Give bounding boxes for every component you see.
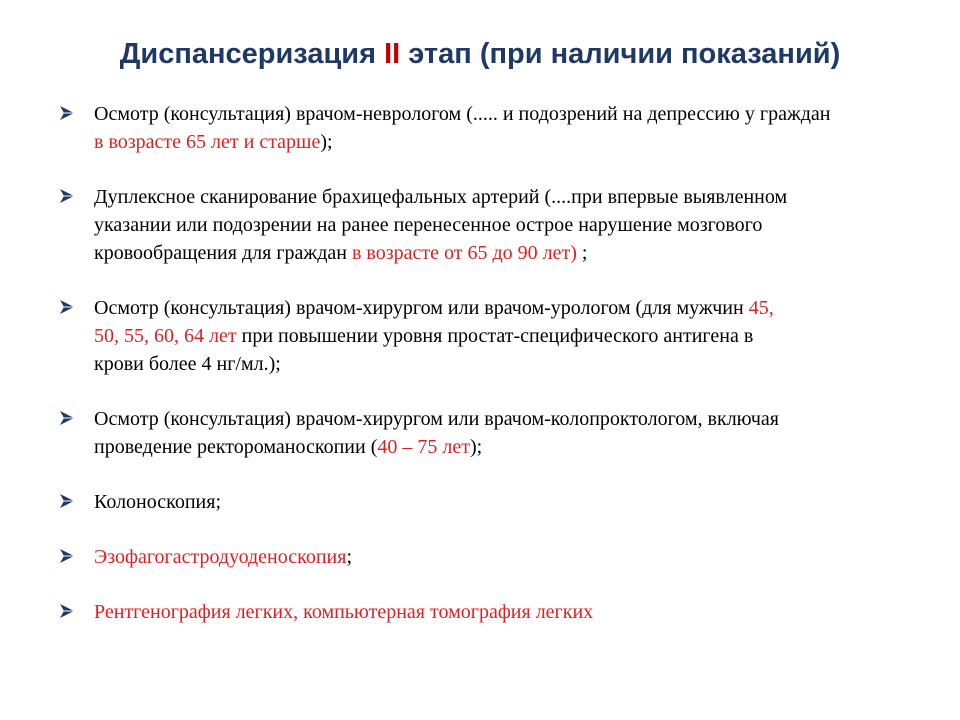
item-2-tail: ; (576, 242, 588, 264)
examination-list (58, 100, 938, 653)
item-7-line-1 (94, 598, 938, 626)
item-1-line-1: Осмотр (консультация) врачом-неврологом (..... и подозрений на депрессию у граждан (94, 103, 831, 125)
item-3-line-3: крови более 4 нг/мл.); (94, 353, 281, 375)
list-item-duplex-scan (58, 183, 938, 267)
item-3-line-1-text: Осмотр (консультация) врачом-хирургом или врачом-урологом (для мужчин (94, 297, 749, 319)
item-7-procedure: Рентгенография легких, компьютерная томография легких (94, 601, 594, 623)
arrowhead-bullet-icon (58, 409, 76, 427)
slide-title (0, 38, 960, 71)
item-4-tail: ); (469, 436, 483, 458)
item-5-line-1: Колоноскопия; (94, 491, 222, 513)
item-3-line-2-tail: при повышении уровня простат-специфического антигена в (236, 325, 754, 347)
arrowhead-bullet-icon (58, 298, 76, 316)
item-2-line-2: указании или подозрении на ранее перенесенное острое нарушение мозгового (94, 214, 763, 236)
item-2-line-3 (94, 239, 938, 267)
item-4-line-2-text: проведение ректороманоскопии ( (94, 436, 378, 458)
list-item-egds (58, 543, 938, 571)
item-1-age-range: в возрасте 65 лет и старше (94, 131, 321, 153)
item-6-procedure: Эзофагогастродуоденоскопия (94, 546, 347, 568)
arrowhead-bullet-icon (58, 492, 76, 510)
item-4-age-range: 40 – 75 лет (377, 436, 470, 458)
item-4-line-1: Осмотр (консультация) врачом-хирургом или врачом-колопроктологом, включая (94, 408, 779, 430)
arrowhead-bullet-icon (58, 187, 76, 205)
arrowhead-bullet-icon (58, 602, 76, 620)
title-part-3: этап (при наличии показаний) (400, 38, 841, 70)
list-item-neurologist (58, 100, 938, 156)
item-1-line-2 (94, 128, 938, 156)
item-3-age-start: 45, (748, 297, 774, 319)
item-2-line-3-text: кровообращения для граждан (94, 242, 352, 264)
item-6-tail: ; (346, 546, 352, 568)
item-3-line-2 (94, 322, 938, 350)
list-item-lung-imaging (58, 598, 938, 626)
item-2-age-range: в возрасте от 65 до 90 лет) (351, 242, 577, 264)
title-part-1: Диспансеризация (119, 38, 385, 70)
arrowhead-bullet-icon (58, 547, 76, 565)
title-stage-numeral: II (384, 38, 401, 70)
list-item-coloproctologist (58, 405, 938, 461)
list-item-colonoscopy (58, 488, 938, 516)
item-3-line-1 (94, 294, 938, 322)
item-3-age-list: 50, 55, 60, 64 лет (94, 325, 237, 347)
item-1-tail: ); (320, 131, 333, 153)
item-2-line-1: Дуплексное сканирование брахицефальных артерий (....при впервые выявленном (94, 186, 788, 208)
list-item-surgeon-urologist (58, 294, 938, 378)
item-6-line-1 (94, 543, 938, 571)
item-4-line-2 (94, 433, 938, 461)
arrowhead-bullet-icon (58, 104, 76, 122)
